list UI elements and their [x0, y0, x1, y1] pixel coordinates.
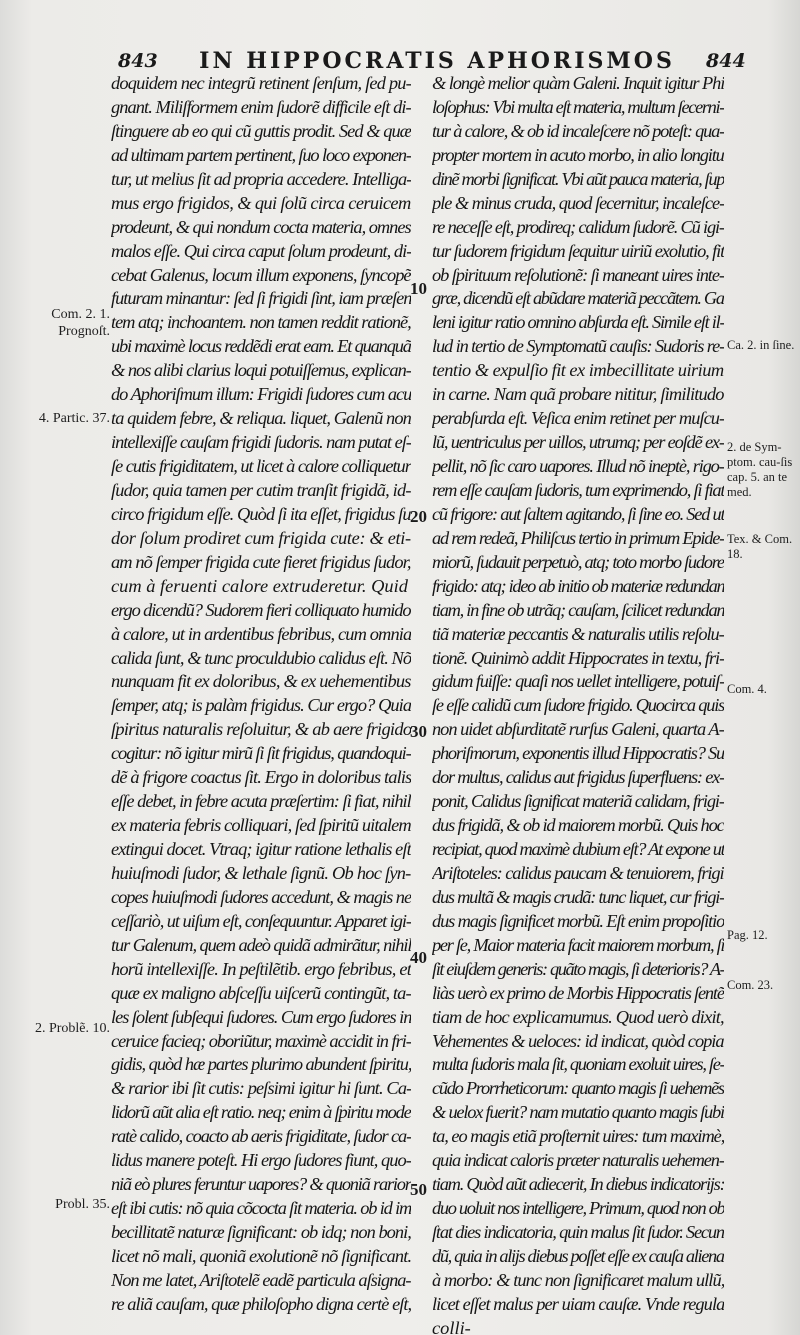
text-line: ſudor, quia tamen per cutim tranſit frigidã, id- [111, 479, 411, 500]
text-line: rem eſſe cauſam ſudoris, tum exprimendo, ſi fiat [432, 479, 724, 500]
text-line: dor multus, calidus aut frigidus ſuperfluens: ex- [432, 767, 724, 788]
text-line: ple & minus cruda, quod ſecernitur, incaleſce- [432, 192, 724, 213]
text-line: Vehementes & ueloces: id indicat, quòd copia [432, 1030, 724, 1051]
text-line: dus magis ſignificet morbũ. Eſt enim propoſitio [432, 910, 724, 931]
text-line: loſophus: Vbi multa eſt materia, multum ſecerni- [432, 96, 724, 117]
margin-note: Com. 23. [727, 978, 774, 992]
text-line: futuram minantur: ſed ſi frigidi ſint, iam præſen [111, 288, 411, 309]
text-line: ceruice facieq; oboriũtur, maximè accidit in fri- [111, 1030, 411, 1051]
text-line: propter mortem in acuto morbo, in alio longitu [432, 144, 724, 165]
line-number: 10 [410, 279, 427, 298]
margin-note: 2. Problẽ. 10. [34, 1021, 110, 1036]
left-page-number: 843 [118, 50, 158, 72]
text-line: multa ſudoris mala ſit, quoniam exoluit uires, ſe- [432, 1054, 724, 1075]
text-line: gidum fuiſſe: quaſi nos uellet intelligere, potuiſ- [432, 671, 724, 692]
text-line: do Aphoriſmum illum: Frigidi ſudores cum acu [111, 384, 411, 405]
text-line: ſpiritus naturalis reſoluitur, & ab aere frigido [111, 719, 411, 740]
text-line: Non me latet, Ariſtotelẽ eadẽ particula aſsigna- [111, 1269, 411, 1290]
text-line: ex materia febris colliquari, ſed ſpiritũ uitalem [111, 815, 411, 836]
text-line: ceſſariò, ut uiſum eſt, conſequuntur. Apparet igi- [111, 910, 411, 931]
text-line: tiam de hoc explicamumus. Quod uerò dixit, [432, 1006, 724, 1027]
text-line: miorũ, ſudauit perpetuò, atq; toto morbo ſudore [432, 551, 724, 572]
text-line: græ, dicendũ eſt abũdare materiã peccãtem. Ga [432, 288, 724, 309]
text-line: ponit, Calidus ſignificat materiã calidam, frigi- [432, 791, 724, 812]
text-line: lidus manere poteſt. Hi ergo ſudores fiunt, quo- [111, 1150, 411, 1171]
line-number: 30 [410, 722, 427, 741]
text-line: tiam. Quòd aũt adiecerit, In diebus indicatorijs: [432, 1174, 724, 1195]
text-line: copes huiuſmodi ſudores accedunt, & magis ne [111, 886, 411, 907]
text-line: niã eò plures feruntur uapores? & quoniã rarior [111, 1174, 411, 1195]
left-text-column [111, 72, 411, 1317]
text-line: ta quidem febre, & reliqua. liquet, Galenũ non [111, 408, 411, 429]
text-line: dor ſolum prodiret cum frigida cute: & eti- [111, 527, 411, 548]
text-line: & longè melior quàm Galeni. Inquit igitur Phi [432, 73, 724, 93]
text-line: eſt ibi cutis: nõ quia cõcocta ſit materia. ob id im [111, 1198, 411, 1219]
text-line: calida ſunt, & tunc proculdubio calidus eſt. Nõ [111, 647, 411, 668]
text-line: à morbo: & tunc non ſignificaret malum ullũ, [432, 1269, 724, 1290]
text-line: tur ſudorem frigidum ſequitur uiriũ exolutio, fit [432, 240, 724, 261]
text-line: ratè calido, coacto ab aeris frigiditate, ſudor ca- [111, 1126, 411, 1147]
text-line: & uelox fuerit? nam mutatio quanto magis ſubi [432, 1102, 724, 1123]
text-line: malos eſſe. Qui circa caput ſolum prodeunt, di- [111, 240, 411, 261]
margin-note: 4. Partic. 37. [38, 411, 110, 426]
text-line: les ſolent ſubſequi ſudores. Cum ergo ſudores in [111, 1006, 411, 1027]
text-line: tur à calore, & ob id incaleſcere nõ poteſt: qua- [432, 120, 724, 141]
text-line: cogitur: nõ igitur mirũ ſi ſit frigidus, quandoqui- [111, 743, 411, 764]
text-line: ob ſpirituum reſolutionẽ: ſi maneant uires inte- [432, 264, 724, 285]
text-line: cebat Galenus, locum illum exponens, ſyncopẽ [111, 264, 411, 285]
text-line: ſemper, atq; is palàm frigidus. Cur ergo? Quia [111, 695, 411, 716]
text-line: licet nõ mali, quoniã exolutionẽ nõ ſignificant. [111, 1245, 411, 1266]
text-line: becillitatẽ naturæ ſignificant: ob idq; non boni, [111, 1222, 411, 1242]
text-line: ſit eiuſdem generis: quãto magis, ſi deterioris? A- [432, 958, 724, 979]
text-line: cum à feruenti calore extruderetur. Quid [111, 575, 408, 596]
text-line: cũ frigore: aut ſaltem agitando, ſi ſine eo. Sed ut [432, 503, 724, 524]
text-line: quæ ex maligno abſceſſu uiſcerũ contingũt, ta- [111, 982, 411, 1003]
text-line: tur, ut melius ſit ad propria accedere. Intelliga- [111, 168, 411, 189]
margin-note: Probl. 35. [55, 1197, 110, 1212]
text-line: gidis, quòd hæ partes plurimo abundent ſpiritu, [111, 1054, 411, 1075]
text-line: ſtat dies indicatoria, quin malus ſit ſudor. Secun [432, 1222, 724, 1242]
text-line: frigido: atq; ideo ab initio ob materiæ redundan [432, 575, 724, 596]
text-line: circo frigidum eſſe. Quòd ſi ita eſſet, frigidus ſu [111, 503, 411, 524]
margin-note: Ca. 2. in ſine. [727, 338, 795, 352]
line-number: 50 [410, 1180, 427, 1199]
text-line: ad rem redeã, Philiſcus tertio in primum Epide- [432, 527, 724, 548]
right-page-number: 844 [706, 50, 746, 72]
text-line: leni igitur ratio omnino abſurda eſt. Simile eſt il- [432, 312, 724, 333]
text-line: huiuſmodi ſudor, & lethale ſignũ. Ob hoc ſyn- [111, 862, 411, 883]
text-line: tiã materiæ peccantis & naturalis utilis reſolu- [432, 623, 724, 644]
text-line: horũ intellexiſſe. In peſtilẽtib. ergo febribus, et [111, 958, 411, 979]
text-line: non uidet abſurditatẽ rurſus Galeni, quarta A- [432, 719, 724, 740]
margin-note: Com. 4. [727, 682, 767, 696]
text-line: prodeunt, & qui nondum cocta materia, omnes [111, 216, 411, 237]
line-number: 40 [410, 948, 427, 967]
text-line: tentio & expulſio fit ex imbecillitate uirium [432, 360, 724, 381]
text-line: mus ergo frigidos, & qui ſolũ circa ceruicem [111, 192, 411, 213]
text-line: intellexiſſe cauſam frigidi ſudoris. nam putat eſ- [111, 432, 411, 453]
margin-note: Pag. 12. [727, 928, 768, 942]
text-line: & rarior ibi ſit cutis: peſsimi igitur hi ſunt. Ca- [111, 1078, 411, 1099]
text-line: cũdo Prorrheticorum: quanto magis ſi uehemẽs [432, 1078, 724, 1099]
text-line: à calore, ut in ardentibus febribus, cum omnia [111, 623, 411, 644]
margin-note: 2. de Sym-ptom. cau-ſis cap. 5. an te med. [727, 440, 793, 499]
text-line: nunquam fit ex doloribus, & ex uehementibus [111, 671, 411, 692]
text-line: & nos alibi clarius loqui potuiſſemus, explican- [111, 360, 411, 381]
text-line: recipiat, quod maximè dubium eſt? At expone ut [432, 839, 724, 859]
text-line: colli- [432, 1317, 471, 1335]
text-line: eſſe debet, in febre acuta præſertim: ſi fiat, nihil [111, 791, 411, 812]
margin-note: Tex. & Com. 18. [727, 532, 793, 561]
text-line: dũ, quia in alijs diebus poſſet eſſe ex cauſa aliena [432, 1245, 724, 1266]
text-line: re neceſſe eſt, prodireq; calidum ſudorẽ. Cũ igi- [432, 216, 724, 237]
right-text-column [432, 72, 724, 1335]
text-line: lũ, uentriculus per uillos, utrumq; per eoſdẽ ex- [432, 432, 724, 453]
text-line: ergo dicendũ? Sudorem fieri colliquato humido [111, 599, 411, 620]
text-line: Ariſtoteles: calidus paucam & tenuiorem, frigi [432, 862, 724, 883]
text-line: tur Galenum, quem adeò quidã admirãtur, nihil [111, 934, 411, 955]
text-line: ſe cutis frigiditatem, ut licet à calore colliquetur [111, 456, 411, 476]
text-line: perabſurda eſt. Veſica enim retinet per muſcu- [432, 408, 724, 429]
running-title: IN HIPPOCRATIS APHORISMOS [199, 48, 675, 74]
text-line: liàs uerò ex primo de Morbis Hippocratis ſentẽ [432, 982, 724, 1003]
text-line: lud in tertio de Symptomatũ cauſis: Sudoris re- [432, 336, 724, 357]
text-line: pellit, nõ ſic caro uapores. Illud nõ ineptè, rigo- [432, 456, 724, 476]
text-line: dus multã & magis crudã: tunc liquet, cur frigi- [432, 886, 724, 907]
text-line: tiam, in fine ob utrãq; cauſam, ſcilicet redundan [432, 599, 724, 620]
text-line: doquidem nec integrũ retinent ſenſum, ſed pu- [111, 73, 411, 93]
text-line: lidorũ aũt alia eſt ratio. neq; enim à ſpiritu mode [111, 1102, 411, 1123]
text-line: quia indicat caloris præter naturalis uehemen- [432, 1150, 724, 1171]
text-line: licet eſſet malus per uiam cauſæ. Vnde regula [432, 1293, 724, 1314]
text-line: ta, eo magis etiã proſternit uires: tum maximè, [432, 1126, 724, 1147]
text-line: ſtinguere ab eo qui cũ guttis prodit. Sed & quæ [111, 120, 411, 141]
text-line: ad ultimam partem pertinent, ſuo loco exponen- [111, 144, 411, 165]
text-line: phoriſmorum, exponentis illud Hippocratis? Su [432, 743, 724, 764]
line-number: 20 [410, 507, 427, 526]
text-line: per ſe, Maior materia facit maiorem morbum, ſi [432, 934, 724, 955]
text-line: dus frigidã, & ob id maiorem morbũ. Quis hoc [432, 815, 724, 836]
text-line: dinẽ morbi ſignificat. Vbi aũt pauca materia, ſup [432, 168, 724, 189]
text-line: extingui docet. Vtraq; igitur ratione lethalis eſt [111, 839, 411, 859]
text-line: duo uoluit nos intelligere, Primum, quod non ob [432, 1198, 724, 1219]
text-line: re aliã cauſam, quæ philoſopho digna certè eſt, [111, 1293, 411, 1314]
text-line: dẽ à frigore coactus ſit. Ergo in doloribus talis [111, 767, 411, 788]
text-line: ubi maximè locus reddẽdi erat eam. Et quanquã [111, 336, 411, 357]
text-line: gnant. Miliſformem enim ſudorẽ difficile eſt di- [111, 96, 411, 117]
text-line: tem atq; inchoantem. non tamen reddit rationẽ, [111, 312, 411, 333]
text-line: tionẽ. Quinimò addit Hippocrates in textu, fri- [432, 647, 724, 668]
text-line: am nõ ſemper frigida cute fieret frigidus ſudor, [111, 551, 411, 572]
margin-note: Com. 2. 1. Prognoſt. [51, 307, 110, 339]
text-line: ſe eſſe calidũ cum ſudore frigido. Quocirca quis [432, 695, 724, 716]
text-line: in carne. Nam quã probare nititur, ſimilitudo [432, 384, 724, 405]
